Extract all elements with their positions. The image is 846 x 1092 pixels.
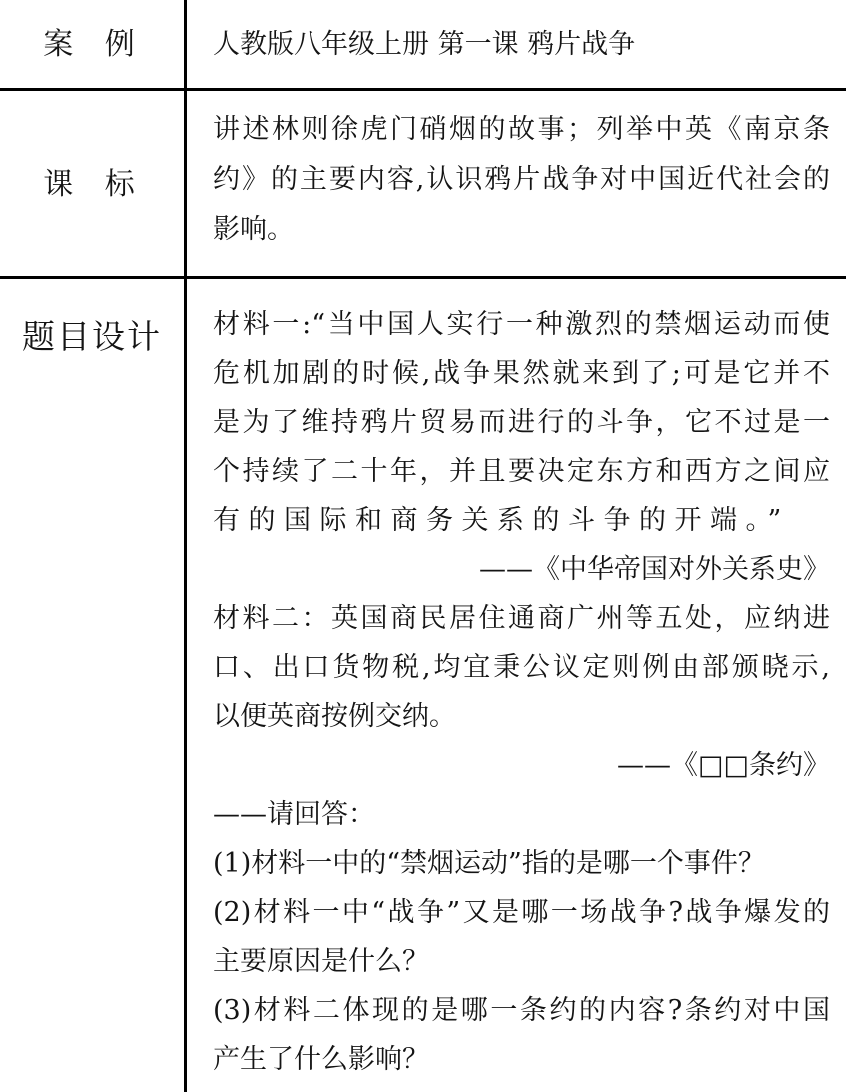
material-two-line: 材料二：英国商民居住通商广州等五处，应纳进 [213, 603, 830, 634]
standard-cell [213, 105, 830, 255]
material-one-line: 有的国际和商务关系的斗争的开端。” [213, 505, 790, 536]
standard-line: 影响。 [213, 214, 294, 245]
material-one-line: 是为了维持鸦片贸易而进行的斗争，它不过是一 [213, 407, 830, 438]
question-design-cell [213, 300, 830, 1084]
material-two-line: 以便英商按例交纳。 [213, 701, 456, 732]
question-3: (3)材料二体现的是哪一条约的内容?条约对中国 [213, 995, 830, 1026]
row-divider [0, 88, 846, 91]
column-divider [184, 0, 187, 1092]
question-prompt: ——请回答： [213, 799, 375, 830]
row-label-standard: 课 标 [43, 167, 141, 202]
standard-line: 约》的主要内容,认识鸦片战争对中国近代社会的 [213, 164, 830, 195]
material-one-line: 材料一:“当中国人实行一种激烈的禁烟运动而使 [213, 309, 830, 340]
case-text: 人教版八年级上册 第一课 鸦片战争 [213, 29, 636, 60]
row-label-question-design: 题目设计 [22, 317, 162, 356]
material-one-line: 个持续了二十年，并且要决定东方和西方之间应 [213, 456, 830, 487]
material-two-line: 口、出口货物税,均宜秉公议定则例由部颁晓示, [213, 652, 830, 683]
question-1: (1)材料一中的“禁烟运动”指的是哪一个事件？ [213, 848, 765, 879]
material-one-source: ——《中华帝国对外关系史》 [479, 554, 830, 585]
question-2: (2)材料一中“战争”又是哪一场战争?战争爆发的 [213, 897, 830, 928]
standard-line: 讲述林则徐虎门硝烟的故事；列举中英《南京条 [213, 114, 830, 145]
material-one-line: 危机加剧的时候,战争果然就来到了;可是它并不 [213, 358, 830, 389]
row-label-case: 案 例 [43, 27, 141, 62]
material-two-source: ——《□□条约》 [616, 750, 830, 781]
question-3-cont: 产生了什么影响？ [213, 1044, 429, 1075]
row-divider [0, 276, 846, 279]
case-cell [213, 20, 830, 70]
question-2-cont: 主要原因是什么？ [213, 946, 429, 977]
